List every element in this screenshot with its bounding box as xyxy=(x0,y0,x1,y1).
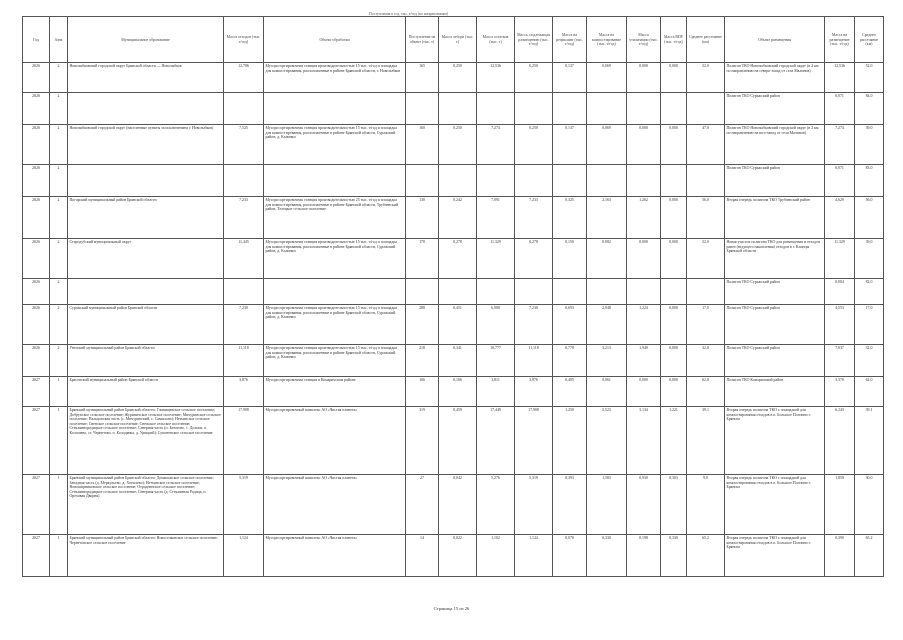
cell-v1: 106 xyxy=(406,377,439,407)
cell-v5 xyxy=(553,279,587,305)
cell-facility xyxy=(264,279,406,305)
cell-v6: 0,061 xyxy=(587,377,627,407)
cell-v5: 0,137 xyxy=(553,63,587,93)
cell-v6 xyxy=(587,279,627,305)
cell-v4 xyxy=(515,165,553,197)
cell-v8: 0,330 xyxy=(661,535,687,577)
cell-landfill: Полигон ТКО Суражский район xyxy=(725,345,825,377)
cell-v5: 0,325 xyxy=(553,197,587,239)
cell-mass: 11,118 xyxy=(224,345,264,377)
table-row xyxy=(23,165,884,197)
column-header: Объект обработки xyxy=(264,17,406,63)
cell-v11: 83,0 xyxy=(855,165,884,197)
cell-v2 xyxy=(439,165,477,197)
waste-flow-table xyxy=(22,16,884,577)
table-row xyxy=(23,535,884,577)
cell-zone: 2 xyxy=(50,305,68,345)
column-group-caption: Поступления в год, тыс. т/год (по направлениям) xyxy=(369,12,448,16)
cell-v2: 0,250 xyxy=(439,125,477,165)
cell-v3 xyxy=(477,279,515,305)
cell-v5 xyxy=(553,165,587,197)
cell-v5: 0,693 xyxy=(553,305,587,345)
cell-v1: 288 xyxy=(406,305,439,345)
cell-mo xyxy=(68,279,224,305)
cell-v9: 32,0 xyxy=(687,345,725,377)
cell-mo: Погарский муниципальный район Брянской области xyxy=(68,197,224,239)
cell-v10: 7,274 xyxy=(825,125,855,165)
table-row xyxy=(23,239,884,279)
cell-v2: 0,278 xyxy=(439,239,477,279)
column-header: Масса утилизации (тыс. т/год) xyxy=(627,17,661,63)
cell-v1: 160 xyxy=(406,125,439,165)
cell-v5: 0,137 xyxy=(553,125,587,165)
table-header-row xyxy=(23,17,884,63)
cell-v9: 52,0 xyxy=(687,239,725,279)
cell-v9 xyxy=(687,165,725,197)
cell-v11: 65,2 xyxy=(855,535,884,577)
cell-v4 xyxy=(515,93,553,125)
cell-v4: 5,319 xyxy=(515,475,553,535)
cell-year: 2026 xyxy=(23,63,50,93)
cell-v5: 0,078 xyxy=(553,535,587,577)
cell-v7: 0,930 xyxy=(627,475,661,535)
cell-v4: 1,124 xyxy=(515,535,553,577)
cell-zone: 1 xyxy=(50,475,68,535)
cell-mass: 1,124 xyxy=(224,535,264,577)
cell-year: 2026 xyxy=(23,305,50,345)
table-row xyxy=(23,279,884,305)
cell-v8: 0,000 xyxy=(661,197,687,239)
cell-v7: 0,000 xyxy=(627,377,661,407)
cell-facility: Мусоросортировочная станция производительностью 15 тыс. т/год и площадка для компостирования, расположенные в районе Брянской области, Суражский район, д. Калинки xyxy=(264,345,406,377)
cell-v4: 0,278 xyxy=(515,239,553,279)
cell-v7: 3,134 xyxy=(627,407,661,475)
cell-v9: 9,0 xyxy=(687,475,725,535)
cell-v9: 56,0 xyxy=(687,197,725,239)
cell-v10: 7,037 xyxy=(825,345,855,377)
cell-mo: Брянский муниципальный район Брянской области: Домашовское сельское поселение; Западная часть (д. Меркульево, д. Хотылево); Нетьинское сельское поселение; Новоширниковское сельское поселение; Отрадненское сельское поселение; Стекляннорадицкое сельское поселение; Северная часть (д. Стеклянная Радица, п. Ореховая Дворня) xyxy=(68,475,224,535)
cell-v5: 0,393 xyxy=(553,475,587,535)
cell-facility: Мусоросортировочная станция производительностью 15 тыс. т/год и площадка для компостирования, расположенные в районе Брянской области, Суражский район, д. Калинки xyxy=(264,239,406,279)
cell-zone: 2 xyxy=(50,197,68,239)
cell-v2: 0,250 xyxy=(439,63,477,93)
cell-facility xyxy=(264,165,406,197)
cell-facility xyxy=(264,93,406,125)
cell-mo xyxy=(68,93,224,125)
cell-landfill: Вторая очередь полигона ТКО с площадкой для компостирования отходов в п. Большое Полпино г. Брянска xyxy=(725,535,825,577)
cell-zone: 2 xyxy=(50,125,68,165)
cell-v2: 0,451 xyxy=(439,305,477,345)
cell-v9: 52,0 xyxy=(687,63,725,93)
cell-v6: 1,583 xyxy=(587,475,627,535)
column-header: Год xyxy=(23,17,50,63)
cell-v3: 17,449 xyxy=(477,407,515,475)
cell-v8: 0,000 xyxy=(661,239,687,279)
table-row xyxy=(23,377,884,407)
cell-v1: 27 xyxy=(406,475,439,535)
cell-v6 xyxy=(587,93,627,125)
cell-v11: 84,0 xyxy=(855,93,884,125)
cell-v4 xyxy=(515,279,553,305)
cell-v1: 218 xyxy=(406,345,439,377)
cell-mass: 7,525 xyxy=(224,125,264,165)
cell-v5: 0,778 xyxy=(553,345,587,377)
table-row xyxy=(23,475,884,535)
cell-v3: 3,811 xyxy=(477,377,515,407)
cell-v6: 0,330 xyxy=(587,535,627,577)
cell-v7: 0,000 xyxy=(627,239,661,279)
page-footer: Страница 15 из 26 xyxy=(433,606,470,611)
cell-v6: 2,048 xyxy=(587,305,627,345)
cell-facility: Мусоросортировочная станция в Комаричском районе xyxy=(264,377,406,407)
cell-v11: 17,0 xyxy=(855,305,884,345)
cell-zone: 2 xyxy=(50,345,68,377)
cell-facility: Мусоросортировочная станция производительностью 15 тыс. т/год и площадка для компостирования, расположенные в районе Брянской области, Суражский район, д. Калинки xyxy=(264,305,406,345)
cell-v10: 0,071 xyxy=(825,165,855,197)
cell-v3: 12,536 xyxy=(477,63,515,93)
cell-v11: 62,0 xyxy=(855,377,884,407)
table-row xyxy=(23,407,884,475)
cell-v7 xyxy=(627,279,661,305)
cell-mass xyxy=(224,279,264,305)
cell-v4: 7,233 xyxy=(515,197,553,239)
cell-v2: 0,242 xyxy=(439,197,477,239)
cell-v6 xyxy=(587,165,627,197)
table-row xyxy=(23,305,884,345)
cell-v9 xyxy=(687,279,725,305)
cell-landfill: Вторая очередь полигона ТКО с площадкой для компостирования отходов в п. Большое Полпино г. Брянска xyxy=(725,407,825,475)
cell-landfill: Новая участок полигона ТКО для размещения и отходов ранее (ведущего накопления) отходов в г. Клинцы Брянской области xyxy=(725,239,825,279)
cell-facility: Мусоросортировочная станция производительностью 15 тыс. т/год и площадка для компостирования, расположенные в районе Брянской области, г. Новозыбков xyxy=(264,63,406,93)
cell-v8: 0,000 xyxy=(661,125,687,165)
cell-mass xyxy=(224,93,264,125)
cell-v1: 130 xyxy=(406,197,439,239)
cell-v6: 0,069 xyxy=(587,125,627,165)
cell-v8: 0,000 xyxy=(661,63,687,93)
cell-facility: Мусоросортировочный комплекс АО «Чистая планета» xyxy=(264,407,406,475)
cell-facility: Мусоросортировочный комплекс АО «Чистая планета» xyxy=(264,475,406,535)
cell-v11: 39,1 xyxy=(855,407,884,475)
cell-zone: 2 xyxy=(50,279,68,305)
cell-v7: 0,000 xyxy=(627,125,661,165)
cell-mass: 17,908 xyxy=(224,407,264,475)
cell-mo xyxy=(68,165,224,197)
cell-v2: 0,022 xyxy=(439,535,477,577)
table-row xyxy=(23,197,884,239)
cell-mo: Унечский муниципальный район Брянской области xyxy=(68,345,224,377)
cell-v11: 52,0 xyxy=(855,63,884,93)
cell-landfill: Полигон ТКО Суражский район xyxy=(725,305,825,345)
cell-v4: 3,876 xyxy=(515,377,553,407)
cell-v4: 11,118 xyxy=(515,345,553,377)
cell-v10: 0,390 xyxy=(825,535,855,577)
cell-v2: 0,459 xyxy=(439,407,477,475)
column-header: Среднее расстояние (км) xyxy=(855,17,884,63)
cell-v4: 0,250 xyxy=(515,63,553,93)
cell-v7 xyxy=(627,93,661,125)
column-header: Масса на компостирование (тыс. т/год) xyxy=(587,17,627,63)
cell-landfill: Полигон ТКО Суражский район xyxy=(725,165,825,197)
cell-v1: 14 xyxy=(406,535,439,577)
table-row xyxy=(23,93,884,125)
cell-v3 xyxy=(477,165,515,197)
cell-v9: 65,2 xyxy=(687,535,725,577)
cell-mass: 11,445 xyxy=(224,239,264,279)
column-header: Зона xyxy=(50,17,68,63)
cell-v1: 165 xyxy=(406,63,439,93)
cell-v10: 0,004 xyxy=(825,279,855,305)
cell-v8: 0,303 xyxy=(661,475,687,535)
cell-v6: 5,523 xyxy=(587,407,627,475)
cell-year: 2026 xyxy=(23,345,50,377)
cell-v2: 0,341 xyxy=(439,345,477,377)
cell-v2: 0,042 xyxy=(439,475,477,535)
cell-v3: 5,276 xyxy=(477,475,515,535)
cell-year: 2027 xyxy=(23,475,50,535)
cell-v10: 1,859 xyxy=(825,475,855,535)
cell-v4: 0,250 xyxy=(515,125,553,165)
table-row xyxy=(23,125,884,165)
cell-zone: 1 xyxy=(50,377,68,407)
cell-v7 xyxy=(627,165,661,197)
table-row xyxy=(23,345,884,377)
cell-zone: 2 xyxy=(50,63,68,93)
cell-v3: 7,091 xyxy=(477,197,515,239)
cell-zone: 1 xyxy=(50,407,68,475)
cell-v8: 0,000 xyxy=(661,345,687,377)
cell-mo: Брасовский муниципальный район Брянской области xyxy=(68,377,224,407)
column-header: Масса на рециклинг (тыс. т/год) xyxy=(553,17,587,63)
cell-year: 2026 xyxy=(23,279,50,305)
cell-year: 2026 xyxy=(23,125,50,165)
cell-landfill: Полигон ТКО Новозыбковский городской округ (в 2 км по направлению на северо-запад от села Малинов) xyxy=(725,63,825,93)
cell-landfill: Полигон ТКО Комаричский район xyxy=(725,377,825,407)
cell-v5: 0,150 xyxy=(553,239,587,279)
cell-v5 xyxy=(553,93,587,125)
cell-v8: 1,221 xyxy=(661,407,687,475)
cell-v8: 0,000 xyxy=(661,377,687,407)
cell-v7: 1,940 xyxy=(627,345,661,377)
cell-v6: 0,069 xyxy=(587,63,627,93)
cell-mo: Новозыбковский городской округ (населенные пункты за исключением г. Новозыбков) xyxy=(68,125,224,165)
cell-year: 2026 xyxy=(23,93,50,125)
cell-v10: 12,536 xyxy=(825,63,855,93)
cell-v11: 82,0 xyxy=(855,279,884,305)
cell-mo: Стародубский муниципальный округ xyxy=(68,239,224,279)
cell-v2: 0,166 xyxy=(439,377,477,407)
column-header: Муниципальное образование xyxy=(68,17,224,63)
column-header: Объект размещения xyxy=(725,17,825,63)
cell-v9 xyxy=(687,93,725,125)
cell-mass: 12,786 xyxy=(224,63,264,93)
cell-v10: 11,329 xyxy=(825,239,855,279)
cell-v10: 4,553 xyxy=(825,305,855,345)
cell-mass: 3,876 xyxy=(224,377,264,407)
cell-v1 xyxy=(406,165,439,197)
cell-v6: 2,163 xyxy=(587,197,627,239)
cell-v3: 7,274 xyxy=(477,125,515,165)
cell-v10: 3,370 xyxy=(825,377,855,407)
cell-v5: 0,405 xyxy=(553,377,587,407)
cell-v6: 0,082 xyxy=(587,239,627,279)
cell-landfill: Полигон ТКО Суражский район xyxy=(725,93,825,125)
table-body xyxy=(23,63,884,577)
cell-v7: 0,000 xyxy=(627,63,661,93)
cell-v11: 39,0 xyxy=(855,125,884,165)
cell-v2 xyxy=(439,279,477,305)
cell-zone: 2 xyxy=(50,239,68,279)
cell-mass xyxy=(224,165,264,197)
cell-year: 2026 xyxy=(23,239,50,279)
column-header: Масса, подлежащая размещению (тыс. т/год) xyxy=(515,17,553,63)
cell-v2 xyxy=(439,93,477,125)
cell-zone: 1 xyxy=(50,535,68,577)
cell-v7: 1,224 xyxy=(627,305,661,345)
cell-v10: 6,243 xyxy=(825,407,855,475)
cell-v1: 178 xyxy=(406,239,439,279)
cell-mass: 7,233 xyxy=(224,197,264,239)
cell-mo: Брянский муниципальный район Брянской области: Глинищевское сельское поселение; Добрунское сельское поселение; Журиничское сельское поселение; Мичуринское сельское поселение; Пальцовская часть (с. Мичуринский, с. Самылово); Нетьинское сельское поселение; Свенское сельское поселение; Снежское сельское поселение; Стекляннорадицкое сельское поселение; Северная часть (п. Батагово, с. Дольки, п. Колошево, ст. Чернетово, п. Колодянка, д. Урицкий); Супоневское сельское поселение xyxy=(68,407,224,475)
cell-zone: 2 xyxy=(50,165,68,197)
cell-v8 xyxy=(661,165,687,197)
cell-v4: 17,908 xyxy=(515,407,553,475)
cell-mo: Новозыбковский городской округ Брянской области — Новозыбков xyxy=(68,63,224,93)
cell-year: 2027 xyxy=(23,535,50,577)
column-header: Масса остатков (тыс. т) xyxy=(477,17,515,63)
cell-facility: Мусоросортировочная станция производительностью 25 тыс. т/год и площадка для компостирования, расположенные в районе Брянской области, Трубчевский район, Телецкое сельское поселение xyxy=(264,197,406,239)
cell-v8 xyxy=(661,279,687,305)
cell-year: 2026 xyxy=(23,197,50,239)
cell-v7: 1,262 xyxy=(627,197,661,239)
column-header: Масса отбора (тыс. т) xyxy=(439,17,477,63)
cell-v3: 6,908 xyxy=(477,305,515,345)
cell-v3: 10,777 xyxy=(477,345,515,377)
cell-v3: 1,102 xyxy=(477,535,515,577)
cell-landfill: Полигон ТКО Суражский район xyxy=(725,279,825,305)
column-header: Масса отходов (тыс. т/год) xyxy=(224,17,264,63)
cell-v9: 39,1 xyxy=(687,407,725,475)
cell-v3: 11,329 xyxy=(477,239,515,279)
cell-landfill: Вторая очередь полигона ТКО с площадкой для компостирования отходов в п. Большое Полпино г. Брянска xyxy=(725,475,825,535)
column-header: Поступление на объект (тыс. т) xyxy=(406,17,439,63)
column-header: Масса на размещение (тыс. т/год) xyxy=(825,17,855,63)
cell-v6: 3,213 xyxy=(587,345,627,377)
cell-year: 2026 xyxy=(23,165,50,197)
column-header: Среднее расстояние (км) xyxy=(687,17,725,63)
cell-v9: 62,0 xyxy=(687,377,725,407)
column-header: Масса RDF (тыс. т/год) xyxy=(661,17,687,63)
cell-mass: 5,319 xyxy=(224,475,264,535)
cell-v11: 56,0 xyxy=(855,197,884,239)
cell-landfill: Полигон ТКО Новозыбковский городской округ (в 2 км по направлению на юго-запад от села Малинов) xyxy=(725,125,825,165)
cell-zone: 2 xyxy=(50,93,68,125)
cell-v1 xyxy=(406,279,439,305)
cell-v11: 32,0 xyxy=(855,345,884,377)
cell-mo: Суражский муниципальный район Брянской области xyxy=(68,305,224,345)
cell-v10: 0,071 xyxy=(825,93,855,125)
cell-facility: Мусоросортировочный комплекс АО «Чистая планета» xyxy=(264,535,406,577)
cell-v3 xyxy=(477,93,515,125)
cell-v8: 0,000 xyxy=(661,305,687,345)
cell-landfill: Вторая очередь полигона ТКО Трубчевский район xyxy=(725,197,825,239)
cell-v1: 319 xyxy=(406,407,439,475)
cell-v10: 4,629 xyxy=(825,197,855,239)
cell-v9: 17,0 xyxy=(687,305,725,345)
cell-v11: 30,0 xyxy=(855,475,884,535)
cell-v5: 1,250 xyxy=(553,407,587,475)
table-row xyxy=(23,63,884,93)
cell-year: 2027 xyxy=(23,377,50,407)
cell-mass: 7,230 xyxy=(224,305,264,345)
cell-year: 2027 xyxy=(23,407,50,475)
cell-mo: Брянский муниципальный район Брянской области: Новоселковское сельское поселение; Чернетовское сельское поселение xyxy=(68,535,224,577)
cell-v7: 0,198 xyxy=(627,535,661,577)
cell-facility: Мусоросортировочная станция производительностью 15 тыс. т/год и площадка для компостирования, расположенные в районе Брянской области, Суражский район, д. Калинки xyxy=(264,125,406,165)
cell-v4: 7,230 xyxy=(515,305,553,345)
cell-v11: 39,0 xyxy=(855,239,884,279)
cell-v9: 47,0 xyxy=(687,125,725,165)
registry-sheet xyxy=(22,12,883,577)
cell-v1 xyxy=(406,93,439,125)
cell-v8 xyxy=(661,93,687,125)
